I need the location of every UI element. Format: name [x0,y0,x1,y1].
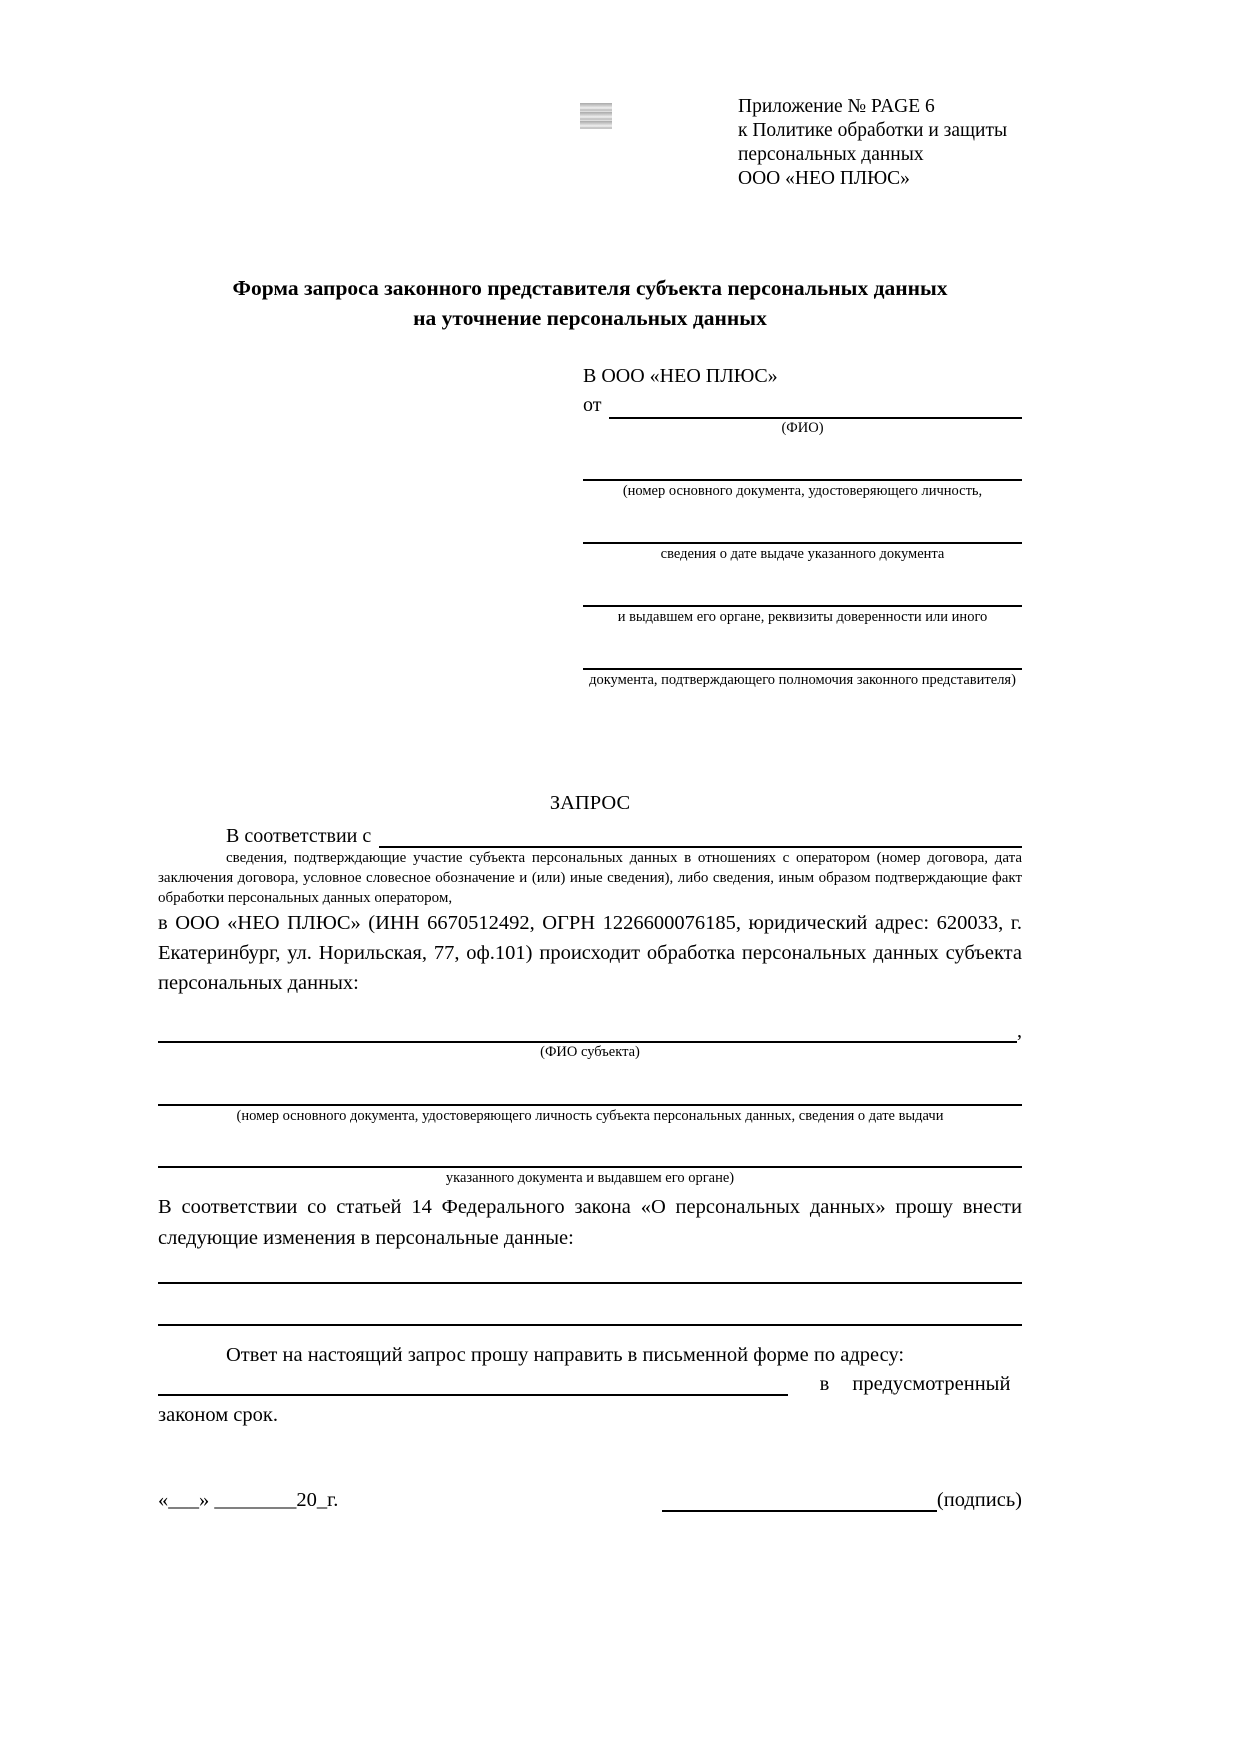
organization-name: ООО «НЕО ПЛЮС» [738,168,910,189]
signature-field[interactable] [662,1488,937,1512]
subject-doc-issuer-field[interactable] [158,1142,1022,1168]
doc-date-caption: сведения о дате выдаче указанного документа [660,546,945,562]
subject-fio-caption: (ФИО субъекта) [540,1044,640,1060]
subject-fio-field[interactable] [158,1021,1017,1043]
representative-doc-issuer-field[interactable] [583,581,1022,607]
answer-address-field[interactable] [158,1372,788,1396]
policy-reference-line1: к Политике обработки и защиты [738,120,1008,141]
appendix-number: Приложение № PAGE 6 [738,96,935,117]
answer-sentence-end: законом срок. [158,1404,278,1426]
in-accordance-label: В соответствии с [226,825,372,847]
policy-reference-line2: персональных данных [738,144,924,165]
doc-issuer-caption: и выдавшем его органе, реквизиты доверенности или иного [617,609,988,625]
from-label: от [583,394,602,416]
representative-doc-date-field[interactable] [583,518,1022,544]
changes-field-line1[interactable] [158,1254,1022,1284]
representative-authority-field[interactable] [583,644,1022,670]
fio-caption: (ФИО) [781,420,824,436]
answer-mid-word2: предусмотренный [852,1373,1011,1395]
request-heading: ЗАПРОС [549,792,631,814]
subject-doc-caption2: указанного документа и выдавшем его органе) [445,1170,735,1186]
document-title-line2: на уточнение персональных данных [413,306,767,330]
trailing-comma: , [1017,1020,1022,1042]
representative-doc-number-field[interactable] [583,455,1022,481]
representative-fio-field[interactable] [609,397,1022,419]
document-title [158,273,1022,333]
doc-authority-caption: документа, подтверждающего полномочия законного представителя) [589,672,1016,688]
addressee-block [583,363,1022,690]
changes-field-line2[interactable] [158,1284,1022,1326]
article14-paragraph: В соответствии со статьей 14 Федерального закона «О персональных данных» прошу внести следующие изменения в персональные данные: [158,1196,1022,1249]
addressee-organization: В ООО «НЕО ПЛЮС» [583,365,778,387]
date-blank[interactable]: «___» ________20_г. [158,1489,339,1511]
doc-number-caption: (номер основного документа, удостоверяющего личность, [622,483,983,499]
operator-paragraph: в ООО «НЕО ПЛЮС» (ИНН 6670512492, ОГРН 1226600076185, юридический адрес: 620033, г. Екатеринбург, ул. Норильская, 77, оф.101) происходит обработка персональных данных субъекта персональных данных: [158,912,1022,994]
appendix-block [738,95,1028,191]
answer-mid-word1: в [819,1373,830,1395]
subject-doc-caption1: (номер основного документа, удостоверяющего личность субъекта персональных данных, сведения о дате выдачи [236,1108,944,1124]
subject-doc-field[interactable] [158,1080,1022,1106]
answer-request-sentence: Ответ на настоящий запрос прошу направить в письменной форме по адресу: [226,1344,905,1366]
signature-caption: (подпись) [936,1489,1022,1511]
basis-field[interactable] [379,826,1022,848]
document-title-line1: Форма запроса законного представителя субъекта персональных данных [232,276,948,300]
signature-row [158,1488,1022,1512]
page-header [158,95,1022,195]
basis-explanation-smallprint: сведения, подтверждающие участие субъекта персональных данных в отношениях с оператором (номер договора, дата заключения договора, условное словесное обозначение и (или) иные сведения), либо сведения, иным образом подтверждающие факт обработки персональных данных оператором, [158,850,1022,906]
blurred-stamp-icon [580,103,612,129]
